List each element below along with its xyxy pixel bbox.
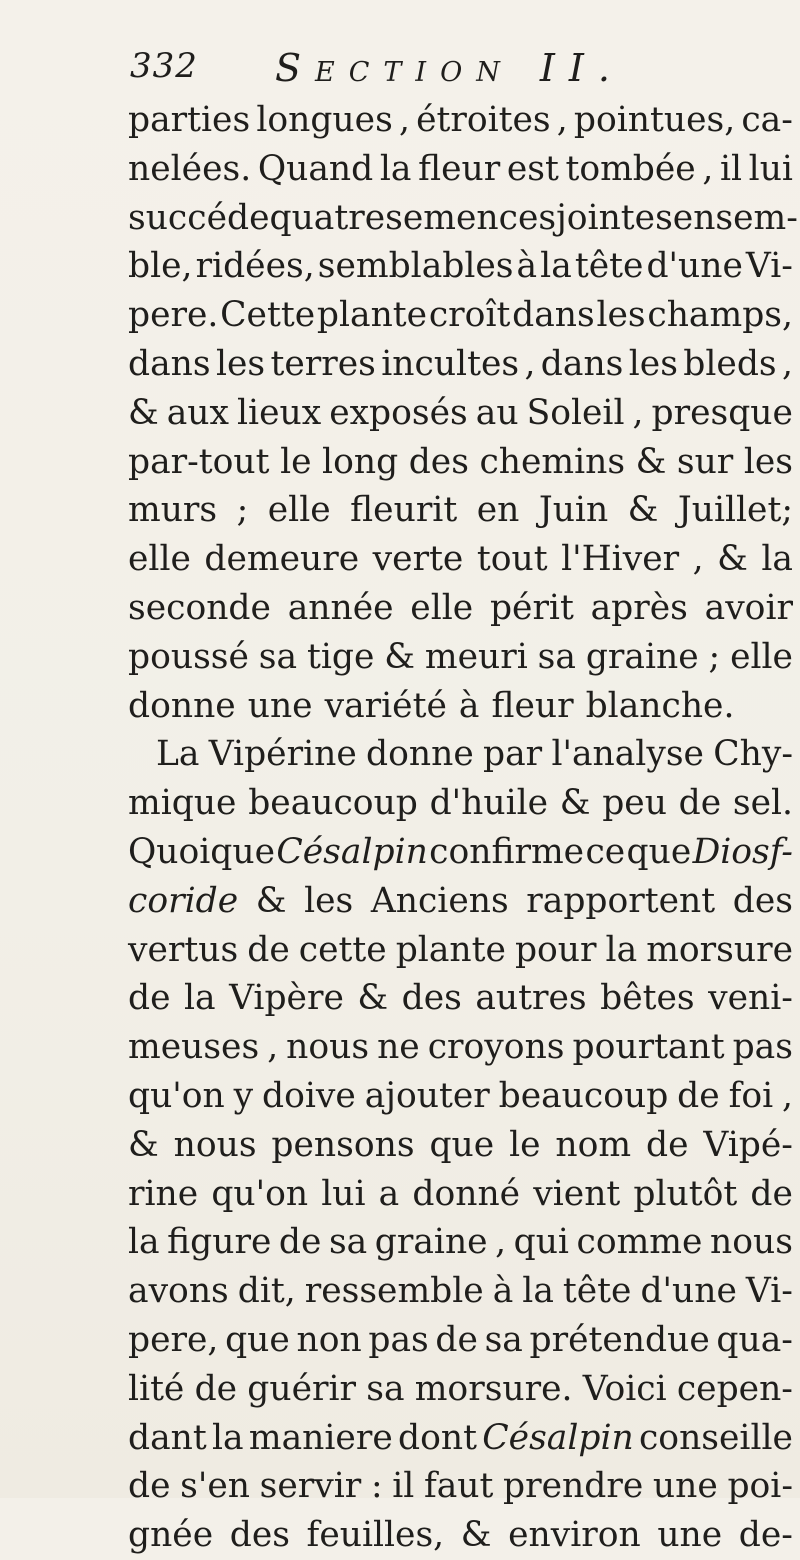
text-line <box>128 291 793 340</box>
word: Juillet; <box>677 490 793 531</box>
word: que <box>429 1124 495 1165</box>
body-text <box>128 96 798 1560</box>
word: figure <box>167 1222 272 1263</box>
word: qui <box>513 1222 569 1263</box>
word: exposés <box>329 392 468 433</box>
text-line <box>128 96 793 145</box>
word: succéde <box>128 197 270 238</box>
word: ca- <box>741 100 793 140</box>
text-line <box>128 633 793 682</box>
word: & <box>128 392 159 433</box>
word: dit, <box>237 1271 296 1312</box>
word: Soleil <box>526 392 625 433</box>
page-header <box>130 46 710 96</box>
word: de <box>677 1075 720 1116</box>
word: ridées, <box>195 246 315 287</box>
word: par-tout <box>128 441 270 482</box>
word: cette <box>298 929 387 970</box>
text-line <box>128 926 793 975</box>
word: des <box>408 441 469 482</box>
word: non <box>296 1319 362 1360</box>
word: , <box>702 148 714 189</box>
text-line <box>128 974 793 1023</box>
word: morsure. <box>414 1368 573 1409</box>
word: le <box>280 441 312 482</box>
word: prendre <box>503 1466 644 1507</box>
word: sa <box>258 636 298 677</box>
word: pas <box>732 1027 793 1068</box>
word: que <box>626 831 692 872</box>
word: Vipérine <box>208 734 357 775</box>
word: croît <box>428 295 511 336</box>
word: pas <box>368 1319 429 1360</box>
word: champs, <box>647 295 793 336</box>
word: guérir <box>247 1368 357 1409</box>
word: sa <box>484 1319 523 1360</box>
word: les <box>215 343 266 384</box>
word: rapportent <box>526 880 716 921</box>
word: seconde <box>128 587 271 628</box>
word: poussé <box>128 636 249 677</box>
text-line <box>128 1267 793 1316</box>
word: , <box>781 343 793 384</box>
word: pourtant <box>572 1027 725 1068</box>
word: Quoique <box>128 831 276 872</box>
italic-name: Césalpin <box>482 1417 634 1458</box>
word: à <box>516 246 538 287</box>
word: Juin <box>538 490 609 531</box>
text-line <box>128 828 793 877</box>
word: la <box>184 978 216 1019</box>
word: nous <box>286 1027 370 1068</box>
word: parties <box>128 100 251 140</box>
word: nom <box>555 1124 632 1165</box>
text-line <box>128 486 793 535</box>
word: bêtes <box>600 978 695 1019</box>
word: d'une <box>646 246 743 287</box>
word: ble, <box>128 246 193 287</box>
word: les <box>743 441 793 482</box>
word: Anciens <box>370 880 509 921</box>
text-line <box>128 1218 793 1267</box>
word: cepen- <box>676 1368 793 1409</box>
text-line <box>128 1462 793 1511</box>
page-number: 332 <box>130 46 198 86</box>
word: incultes <box>381 343 520 384</box>
word: environ <box>508 1515 641 1556</box>
word: année <box>287 587 394 628</box>
word: conseille <box>638 1417 793 1458</box>
word: des <box>732 880 793 921</box>
word: comme <box>576 1222 703 1263</box>
word: de <box>247 929 290 970</box>
word: feuilles, <box>306 1515 445 1556</box>
word: la <box>761 539 793 580</box>
word: pere. <box>128 295 219 336</box>
word: dant <box>128 1417 207 1458</box>
word: aux <box>166 392 229 433</box>
word: de <box>194 1368 238 1409</box>
word: il <box>392 1466 415 1507</box>
word: Cette <box>220 295 316 336</box>
word: , <box>398 100 410 140</box>
word: ne <box>377 1027 420 1068</box>
word: variété <box>324 685 447 726</box>
word: sur <box>676 441 734 482</box>
word: & <box>128 1124 159 1165</box>
word: maniere <box>248 1417 393 1458</box>
word: presque <box>651 392 793 433</box>
word: longues <box>256 100 393 140</box>
word: donne <box>128 685 236 726</box>
word: , <box>495 1222 507 1263</box>
word: les <box>628 343 678 384</box>
word: jointes <box>556 197 673 238</box>
word: poi- <box>727 1466 793 1507</box>
word: bleds <box>683 343 777 384</box>
word: à <box>492 1271 514 1312</box>
text-line <box>128 779 793 828</box>
word: , <box>632 392 644 433</box>
word: peu <box>602 783 667 824</box>
word: lui <box>321 1173 366 1214</box>
word: tige <box>306 636 375 677</box>
word: graine <box>585 636 699 677</box>
word: autres <box>475 978 587 1019</box>
word: verte <box>372 539 464 580</box>
text-line <box>128 1072 793 1121</box>
word: & <box>635 441 667 482</box>
word: nelées. <box>128 148 252 189</box>
word: une <box>247 685 313 726</box>
word: une <box>657 1515 723 1556</box>
word: qua- <box>716 1319 793 1360</box>
word: , <box>524 343 536 384</box>
word: donne <box>366 734 474 775</box>
word: servir <box>259 1466 362 1507</box>
word: ; <box>236 490 249 531</box>
word: ressemble <box>304 1271 484 1312</box>
text-line <box>128 438 793 487</box>
word: périt <box>489 587 574 628</box>
word: Vi- <box>745 246 793 287</box>
word: & <box>627 490 659 531</box>
word: des <box>229 1515 290 1556</box>
word: étroites <box>416 100 551 140</box>
word: morsure <box>646 929 793 970</box>
word: tête <box>562 1271 632 1312</box>
word: ce <box>585 831 626 872</box>
word: d'huile <box>429 783 549 824</box>
word: beaucoup <box>498 1075 669 1116</box>
word: tout <box>476 539 548 580</box>
word: les <box>596 295 646 336</box>
word: dont <box>398 1417 477 1458</box>
text-line <box>128 1511 793 1560</box>
word: mique <box>128 783 237 824</box>
word: fleur <box>491 685 574 726</box>
text-line <box>128 389 793 438</box>
text-line <box>128 682 793 731</box>
word: elle <box>730 636 793 677</box>
word: nous <box>709 1222 793 1263</box>
word: lui <box>748 148 793 189</box>
word: il <box>719 148 743 189</box>
word: est <box>506 148 559 189</box>
word: l'Hiver <box>561 539 680 580</box>
word: donné <box>412 1173 521 1214</box>
word: avoir <box>704 587 793 628</box>
italic-name: coride <box>128 880 239 921</box>
word: tête <box>574 246 644 287</box>
word: au <box>475 392 519 433</box>
word: une <box>652 1466 718 1507</box>
text-line <box>128 584 793 633</box>
word: meuses <box>128 1027 260 1068</box>
word: quatre <box>269 197 386 238</box>
word: demeure <box>204 539 360 580</box>
word: : <box>370 1466 383 1507</box>
word: doive <box>262 1075 356 1116</box>
word: en <box>476 490 520 531</box>
word: Quand <box>257 148 374 189</box>
word: des <box>401 978 462 1019</box>
word: terres <box>270 343 376 384</box>
word: lité <box>128 1368 185 1409</box>
word: sa <box>366 1368 405 1409</box>
word: de <box>128 978 171 1019</box>
word: avons <box>128 1271 229 1312</box>
word: & <box>460 1515 492 1556</box>
word: le <box>509 1124 541 1165</box>
word: , <box>782 1075 793 1116</box>
word: fleurit <box>350 490 458 531</box>
word: vient <box>533 1173 621 1214</box>
word: de <box>646 1124 689 1165</box>
word: de- <box>738 1515 793 1556</box>
word: l'analyse <box>551 734 704 775</box>
word: confirme <box>429 831 585 872</box>
word: la <box>540 246 572 287</box>
word: ajouter <box>364 1075 490 1116</box>
word: les <box>304 880 354 921</box>
word: y <box>233 1075 254 1116</box>
word: de <box>128 1466 171 1507</box>
word: ; <box>708 636 721 677</box>
word: a <box>378 1173 400 1214</box>
word: graine <box>374 1222 488 1263</box>
word: qu'on <box>128 1075 225 1116</box>
word: meuri <box>424 636 528 677</box>
word: plutôt <box>633 1173 738 1214</box>
word: semblables <box>317 246 514 287</box>
word: s'en <box>180 1466 250 1507</box>
word: elle <box>128 539 191 580</box>
word: & <box>559 783 591 824</box>
word: de <box>435 1319 478 1360</box>
word: plante <box>316 295 428 336</box>
word: d'une <box>640 1271 737 1312</box>
word: , <box>692 539 704 580</box>
word: murs <box>128 490 218 531</box>
word: chemins <box>479 441 626 482</box>
word: vertus <box>128 929 239 970</box>
word: la <box>379 148 412 189</box>
word: Vipère <box>229 978 344 1019</box>
word: nous <box>173 1124 257 1165</box>
word: semences <box>385 197 557 238</box>
word: pensons <box>271 1124 415 1165</box>
word: blanche. <box>585 685 735 726</box>
text-line <box>128 1316 793 1365</box>
word: à <box>458 685 480 726</box>
word: pere, <box>128 1319 219 1360</box>
text-line <box>128 1023 793 1072</box>
word: de <box>678 783 722 824</box>
word: elle <box>410 587 474 628</box>
word: beaucoup <box>248 783 418 824</box>
word: La <box>156 734 200 775</box>
word: dans <box>128 343 211 384</box>
word: pointues, <box>573 100 736 140</box>
word: tombée <box>565 148 696 189</box>
word: par <box>483 734 543 775</box>
word: la <box>605 929 638 970</box>
word: rine <box>128 1173 199 1214</box>
running-head: Section II. <box>275 46 625 90</box>
word: que <box>225 1319 290 1360</box>
word: veni- <box>708 978 793 1019</box>
text-line <box>128 145 793 194</box>
word: sel. <box>732 783 793 824</box>
text-line <box>128 194 798 243</box>
word: de <box>750 1173 793 1214</box>
word: faut <box>423 1466 494 1507</box>
word: prétendue <box>529 1319 710 1360</box>
word: ensem- <box>672 197 798 238</box>
word: gnée <box>128 1515 214 1556</box>
word: Vipé- <box>703 1124 793 1165</box>
word: elle <box>267 490 331 531</box>
word: & <box>357 978 389 1019</box>
word: fleur <box>418 148 501 189</box>
text-line <box>128 1170 793 1219</box>
text-line <box>128 1414 793 1463</box>
text-line <box>128 1365 793 1414</box>
word: dans <box>540 343 624 384</box>
word: foi <box>728 1075 774 1116</box>
word: dans <box>512 295 595 336</box>
word: pour <box>514 929 597 970</box>
word: la <box>128 1222 160 1263</box>
word: la <box>212 1417 244 1458</box>
word: la <box>522 1271 554 1312</box>
word: croyons <box>427 1027 565 1068</box>
word: & <box>255 880 287 921</box>
word: Vi- <box>745 1271 793 1312</box>
text-line <box>128 877 793 926</box>
word: Voici <box>582 1368 667 1409</box>
word: de <box>278 1222 322 1263</box>
word: , <box>267 1027 279 1068</box>
word: Chy- <box>713 734 793 775</box>
word: plante <box>395 929 506 970</box>
italic-name: Diosf- <box>692 831 793 872</box>
word: long <box>322 441 399 482</box>
word: après <box>590 587 688 628</box>
text-line <box>128 340 793 389</box>
word: sa <box>328 1222 368 1263</box>
word: lieux <box>237 392 322 433</box>
word: & <box>384 636 415 677</box>
text-line <box>128 730 793 779</box>
word: sa <box>537 636 576 677</box>
word: qu'on <box>211 1173 309 1214</box>
text-line <box>128 1121 793 1170</box>
word: , <box>556 100 568 140</box>
text-line <box>128 242 793 291</box>
word: & <box>717 539 748 580</box>
text-line <box>128 535 793 584</box>
italic-name: Césalpin <box>276 831 428 872</box>
